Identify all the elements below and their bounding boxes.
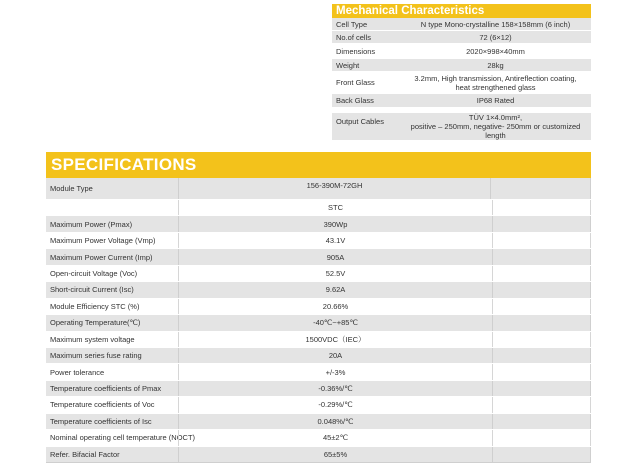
spec-value: 156-390M-72GH [178, 178, 491, 199]
spec-value: 65±5% [178, 447, 493, 462]
spec-row-temp-coef-voc [46, 397, 591, 413]
spec-value: -0.29%/℃ [178, 397, 493, 412]
mech-value-line: IP68 Rated [476, 96, 515, 105]
spec-row-fuse-rating [46, 348, 591, 364]
spec-label: Maximum Power Current (Imp) [50, 252, 153, 262]
spec-label: Temperature coefficients of Voc [50, 400, 155, 410]
spec-label: Module Efficiency STC (%) [50, 301, 140, 311]
spec-label: Maximum Power Voltage (Vmp) [50, 236, 156, 246]
spec-value: 43.1V [178, 233, 493, 248]
spec-label: Maximum series fuse rating [50, 351, 142, 361]
spec-value: +/-3% [178, 364, 493, 379]
spec-empty-cell [493, 315, 591, 330]
mech-value [400, 18, 591, 30]
mech-label: Front Glass [336, 78, 375, 87]
mech-row-back-glass [332, 94, 591, 108]
mech-label: Output Cables [336, 117, 384, 126]
mech-value [400, 94, 591, 107]
mech-value-line: N type Mono-crystalline 158×158mm (6 inch) [420, 19, 571, 29]
mech-label: Dimensions [336, 46, 376, 56]
spec-row-stc [46, 200, 591, 216]
mech-row-dimensions [332, 44, 591, 59]
mech-value [400, 113, 591, 140]
spec-empty-cell [493, 430, 591, 445]
mech-value [400, 59, 591, 71]
specifications-title: SPECIFICATIONS [46, 152, 591, 178]
spec-empty-cell [493, 381, 591, 396]
spec-value: 45±2℃ [178, 430, 493, 445]
spec-empty-cell [493, 249, 591, 264]
spec-label: Short-circuit Current (Isc) [50, 285, 134, 295]
spec-row-bifacial-factor [46, 447, 591, 463]
spec-empty-cell [493, 332, 591, 347]
spec-value: 20.66% [178, 299, 493, 314]
spec-value: STC [178, 200, 493, 215]
specifications-table [46, 152, 591, 463]
spec-value: -0.36%/℃ [178, 381, 493, 396]
spec-label: Temperature coefficients of Pmax [50, 384, 162, 394]
spec-value: 1500VDC（IEC） [178, 332, 493, 347]
mechanical-characteristics-table [332, 4, 591, 141]
mech-label: Cell Type [336, 19, 368, 29]
mech-row-cell-type [332, 18, 591, 31]
spec-row-pmax [46, 216, 591, 232]
mech-value-line: heat strengthened glass [455, 82, 536, 92]
spec-row-module-type [46, 178, 591, 200]
spec-row-temp-coef-pmax [46, 381, 591, 397]
spec-label: Operating Temperature(℃) [50, 318, 141, 328]
spec-empty-cell [493, 216, 591, 231]
spec-label: Refer. Bifacial Factor [50, 449, 120, 459]
spec-row-temp-coef-isc [46, 414, 591, 430]
spec-row-power-tolerance [46, 364, 591, 380]
spec-empty-cell [493, 200, 591, 215]
spec-empty-cell [493, 397, 591, 412]
spec-row-vmp [46, 233, 591, 249]
mech-row-output-cables [332, 113, 591, 141]
mech-row-cells [332, 31, 591, 44]
mech-value-line: 2020×998×40mm [466, 46, 525, 56]
spec-row-efficiency [46, 299, 591, 315]
mech-value-line: 28kg [487, 60, 504, 70]
spec-empty-cell [493, 233, 591, 248]
spec-label: Temperature coefficients of Isc [50, 416, 152, 426]
spec-value: 52.5V [178, 266, 493, 281]
spec-empty-cell [493, 282, 591, 297]
spec-row-isc [46, 282, 591, 298]
spec-empty-cell [493, 266, 591, 281]
spec-value: -40℃~+85℃ [178, 315, 493, 330]
spec-label: Maximum system voltage [50, 334, 135, 344]
mech-row-front-glass [332, 72, 591, 94]
spec-label: Module Type [50, 184, 93, 193]
spec-row-voc [46, 266, 591, 282]
mech-value-line: positive – 250mm, negative- 250mm or customized length [410, 122, 581, 140]
spec-empty-cell [493, 348, 591, 363]
spec-row-noct [46, 430, 591, 446]
spec-label [46, 200, 178, 215]
spec-empty-cell [493, 447, 591, 462]
spec-value: 0.048%/℃ [178, 414, 493, 429]
mech-row-weight [332, 59, 591, 72]
spec-value: 20A [178, 348, 493, 363]
spec-row-operating-temp [46, 315, 591, 331]
mech-value-line: TÜV 1×4.0mm², [468, 113, 523, 122]
mech-label: Weight [336, 60, 360, 70]
mech-label: No.of cells [336, 32, 372, 42]
spec-empty-cell [493, 364, 591, 379]
mech-value [400, 44, 591, 58]
spec-empty-cell [493, 299, 591, 314]
mechanical-title: Mechanical Characteristics [332, 4, 591, 18]
spec-label: Nominal operating cell temperature (NOCT) [50, 433, 196, 443]
spec-row-system-voltage [46, 332, 591, 348]
spec-value: 9.62A [178, 282, 493, 297]
spec-empty-cell [493, 414, 591, 429]
spec-value: 905A [178, 249, 493, 264]
spec-label: Open-circuit Voltage (Voc) [50, 268, 138, 278]
spec-label: Power tolerance [50, 367, 105, 377]
spec-empty-cell [491, 178, 591, 199]
mech-value-line: 3.2mm, High transmission, Antireflection coating, [414, 73, 577, 83]
mech-value [400, 31, 591, 43]
spec-label: Maximum Power (Pmax) [50, 219, 133, 229]
spec-value: 390Wp [178, 216, 493, 231]
mech-value [400, 72, 591, 93]
spec-row-imp [46, 249, 591, 265]
mech-label: Back Glass [336, 96, 374, 105]
mech-value-line: 72 (6×12) [479, 32, 512, 42]
